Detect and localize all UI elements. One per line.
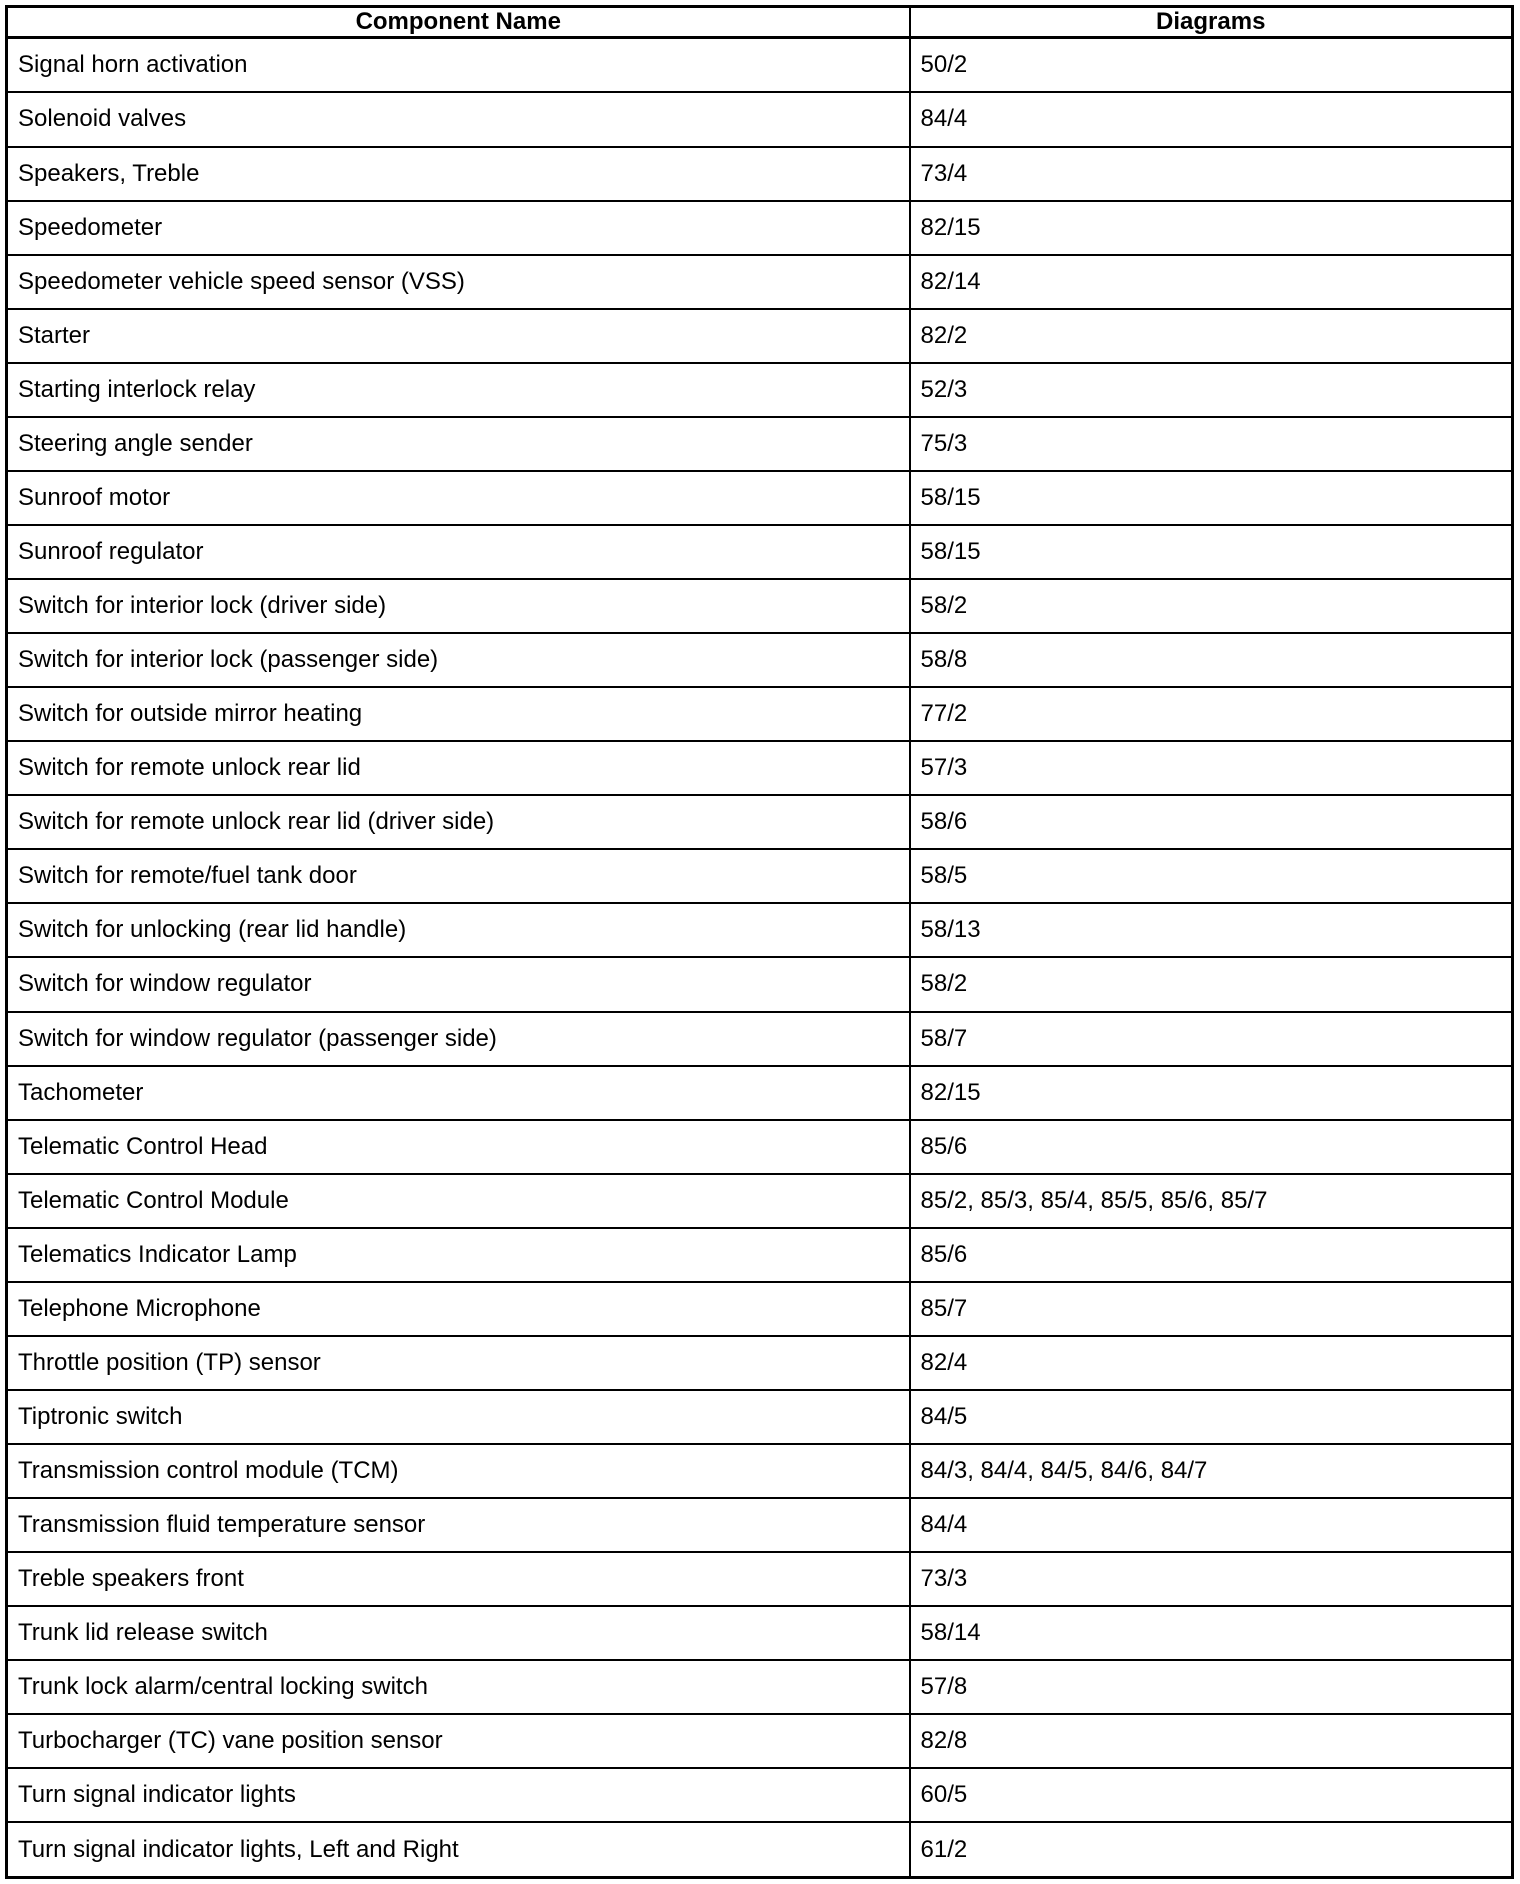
diagrams-cell: 61/2 — [910, 1822, 1513, 1877]
diagrams-cell: 75/3 — [910, 417, 1513, 471]
table-row — [7, 957, 1513, 1011]
component-name-cell: Switch for remote unlock rear lid (driver side) — [7, 795, 910, 849]
diagrams-cell: 58/7 — [910, 1012, 1513, 1066]
table-row — [7, 201, 1513, 255]
component-name-cell: Switch for remote unlock rear lid — [7, 741, 910, 795]
table-row — [7, 1552, 1513, 1606]
table-row — [7, 633, 1513, 687]
table-row — [7, 903, 1513, 957]
diagrams-cell: 58/5 — [910, 849, 1513, 903]
component-name-cell: Turbocharger (TC) vane position sensor — [7, 1714, 910, 1768]
diagrams-cell: 73/4 — [910, 147, 1513, 201]
component-name-cell: Switch for unlocking (rear lid handle) — [7, 903, 910, 957]
table-row — [7, 255, 1513, 309]
component-table-container — [5, 5, 1511, 1879]
component-name-cell: Switch for outside mirror heating — [7, 687, 910, 741]
component-name-cell: Signal horn activation — [7, 38, 910, 93]
diagrams-cell: 58/2 — [910, 579, 1513, 633]
table-row — [7, 1012, 1513, 1066]
diagrams-cell: 82/15 — [910, 1066, 1513, 1120]
table-row — [7, 1498, 1513, 1552]
diagrams-cell: 82/14 — [910, 255, 1513, 309]
component-name-cell: Switch for window regulator — [7, 957, 910, 1011]
table-row — [7, 38, 1513, 93]
diagrams-cell: 82/15 — [910, 201, 1513, 255]
component-name-cell: Starting interlock relay — [7, 363, 910, 417]
header-diagrams: Diagrams — [910, 7, 1513, 38]
table-row — [7, 1390, 1513, 1444]
table-row — [7, 741, 1513, 795]
table-row — [7, 363, 1513, 417]
component-name-cell: Treble speakers front — [7, 1552, 910, 1606]
component-name-cell: Tachometer — [7, 1066, 910, 1120]
component-name-cell: Speedometer vehicle speed sensor (VSS) — [7, 255, 910, 309]
diagrams-cell: 85/7 — [910, 1282, 1513, 1336]
component-name-cell: Trunk lock alarm/central locking switch — [7, 1660, 910, 1714]
component-name-cell: Speakers, Treble — [7, 147, 910, 201]
table-row — [7, 1822, 1513, 1877]
table-row — [7, 309, 1513, 363]
diagrams-cell: 60/5 — [910, 1768, 1513, 1822]
table-row — [7, 147, 1513, 201]
diagrams-cell: 85/2, 85/3, 85/4, 85/5, 85/6, 85/7 — [910, 1174, 1513, 1228]
diagrams-cell: 58/15 — [910, 471, 1513, 525]
diagrams-cell: 77/2 — [910, 687, 1513, 741]
component-name-cell: Sunroof regulator — [7, 525, 910, 579]
diagrams-cell: 85/6 — [910, 1228, 1513, 1282]
component-name-cell: Turn signal indicator lights — [7, 1768, 910, 1822]
component-name-cell: Telematic Control Head — [7, 1120, 910, 1174]
table-row — [7, 849, 1513, 903]
table-row — [7, 525, 1513, 579]
diagrams-cell: 58/8 — [910, 633, 1513, 687]
component-name-cell: Throttle position (TP) sensor — [7, 1336, 910, 1390]
diagrams-cell: 73/3 — [910, 1552, 1513, 1606]
component-name-cell: Trunk lid release switch — [7, 1606, 910, 1660]
diagrams-cell: 57/8 — [910, 1660, 1513, 1714]
component-name-cell: Steering angle sender — [7, 417, 910, 471]
table-row — [7, 1660, 1513, 1714]
diagrams-cell: 84/4 — [910, 1498, 1513, 1552]
component-name-cell: Solenoid valves — [7, 92, 910, 146]
component-name-cell: Switch for interior lock (driver side) — [7, 579, 910, 633]
diagrams-cell: 84/5 — [910, 1390, 1513, 1444]
diagrams-cell: 84/3, 84/4, 84/5, 84/6, 84/7 — [910, 1444, 1513, 1498]
table-header-row — [7, 7, 1513, 38]
component-name-cell: Telephone Microphone — [7, 1282, 910, 1336]
table-row — [7, 1174, 1513, 1228]
diagrams-cell: 82/2 — [910, 309, 1513, 363]
diagrams-cell: 50/2 — [910, 38, 1513, 93]
component-name-cell: Switch for window regulator (passenger side) — [7, 1012, 910, 1066]
component-name-cell: Telematic Control Module — [7, 1174, 910, 1228]
table-row — [7, 1714, 1513, 1768]
table-body — [7, 38, 1513, 1878]
component-name-cell: Starter — [7, 309, 910, 363]
component-name-cell: Sunroof motor — [7, 471, 910, 525]
table-row — [7, 1444, 1513, 1498]
table-row — [7, 687, 1513, 741]
diagrams-cell: 58/15 — [910, 525, 1513, 579]
diagrams-cell: 58/2 — [910, 957, 1513, 1011]
table-row — [7, 1282, 1513, 1336]
component-name-cell: Tiptronic switch — [7, 1390, 910, 1444]
table-row — [7, 1606, 1513, 1660]
table-row — [7, 471, 1513, 525]
component-name-cell: Transmission control module (TCM) — [7, 1444, 910, 1498]
diagrams-cell: 58/6 — [910, 795, 1513, 849]
table-row — [7, 795, 1513, 849]
diagrams-cell: 84/4 — [910, 92, 1513, 146]
table-row — [7, 1768, 1513, 1822]
table-row — [7, 1120, 1513, 1174]
component-name-cell: Switch for remote/fuel tank door — [7, 849, 910, 903]
diagrams-cell: 52/3 — [910, 363, 1513, 417]
diagrams-cell: 57/3 — [910, 741, 1513, 795]
table-row — [7, 1336, 1513, 1390]
diagrams-cell: 82/8 — [910, 1714, 1513, 1768]
table-row — [7, 1228, 1513, 1282]
diagrams-cell: 85/6 — [910, 1120, 1513, 1174]
component-name-cell: Switch for interior lock (passenger side) — [7, 633, 910, 687]
table-row — [7, 1066, 1513, 1120]
diagrams-cell: 82/4 — [910, 1336, 1513, 1390]
diagrams-cell: 58/14 — [910, 1606, 1513, 1660]
component-name-cell: Telematics Indicator Lamp — [7, 1228, 910, 1282]
component-name-cell: Speedometer — [7, 201, 910, 255]
component-name-cell: Turn signal indicator lights, Left and Right — [7, 1822, 910, 1877]
table-row — [7, 92, 1513, 146]
table-row — [7, 417, 1513, 471]
component-name-cell: Transmission fluid temperature sensor — [7, 1498, 910, 1552]
component-diagram-table — [5, 5, 1514, 1879]
header-component-name: Component Name — [7, 7, 910, 38]
diagrams-cell: 58/13 — [910, 903, 1513, 957]
table-row — [7, 579, 1513, 633]
